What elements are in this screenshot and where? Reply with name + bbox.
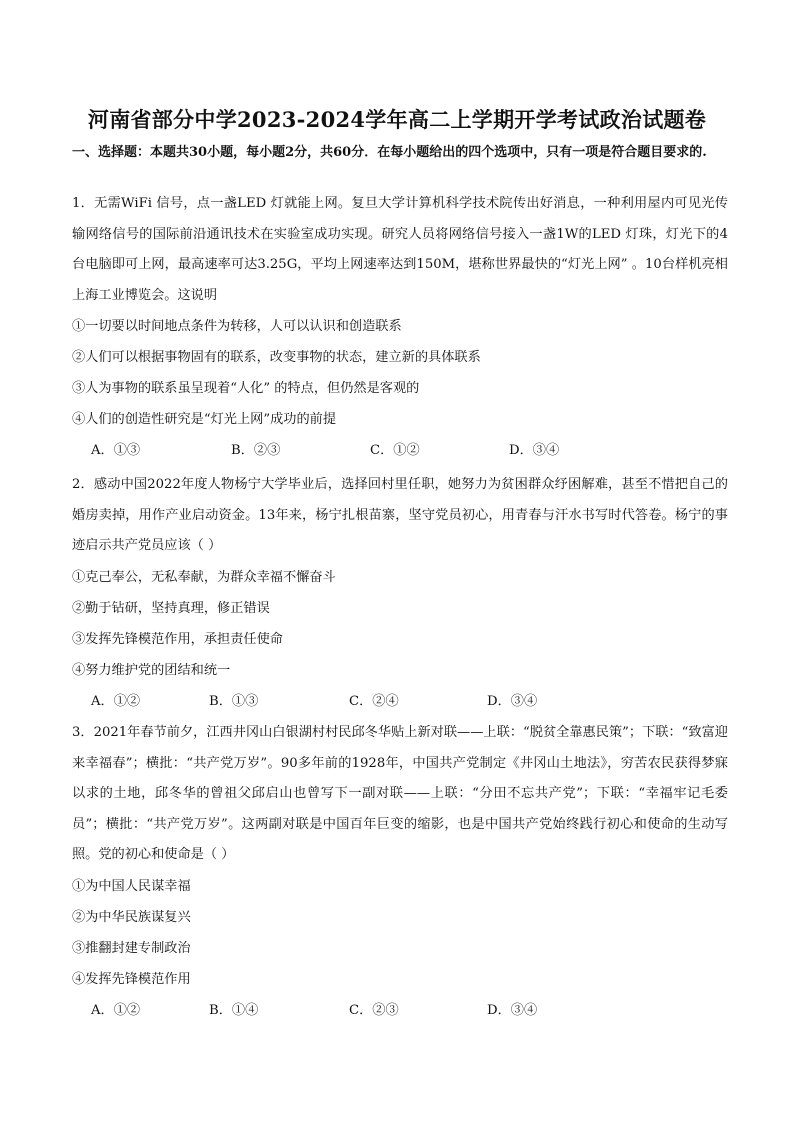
question-3 — [72, 718, 728, 1026]
choice-c: C．②④ — [349, 693, 399, 709]
statement-option: ②人们可以根据事物固有的联系，改变事物的状态，建立新的具体联系 — [72, 350, 481, 365]
answer-choices — [72, 995, 728, 1026]
answer-choices — [72, 686, 728, 717]
statement-option: ②勤于钻研，坚持真理，修正错误 — [72, 600, 270, 616]
choice-c: C．①② — [370, 443, 420, 458]
choice-d: D．③④ — [509, 443, 560, 458]
choice-b: B．②③ — [231, 443, 281, 458]
page-title: 河南省部分中学2023-2024学年高二上学期开学考试政治试题卷 — [87, 107, 707, 132]
section-heading: 一、选择题：本题共30小题，每小题2分，共60分．在每小题给出的四个选项中，只有一项是符合题目要求的. — [72, 145, 707, 160]
choice-a: A．①② — [91, 1002, 141, 1018]
statement-option: ①一切要以时间地点条件为转移，人可以认识和创造联系 — [72, 319, 402, 334]
choice-b: B．①③ — [209, 693, 259, 709]
answer-choices — [72, 435, 728, 466]
statement-option: ④发挥先锋模范作用 — [72, 971, 191, 987]
question-1 — [72, 189, 728, 466]
statement-option: ④努力维护党的团结和统一 — [72, 662, 231, 678]
choice-a: A．①③ — [91, 443, 141, 458]
statement-option: ①克己奉公，无私奉献，为群众幸福不懈奋斗 — [72, 569, 336, 585]
statement-option: ③人为事物的联系虽呈现着“人化” 的特点，但仍然是客观的 — [72, 381, 420, 396]
question-stem: 3．2021年春节前夕，江西井冈山白银湖村村民邱冬华贴上新对联——上联：“脱贫全靠惠民策”；下联：“致富迎来幸福春”；横批：“共产党万岁”。90多年前的1928年，中国共产党制定《井冈山土地法》，穷苦农民获得梦寐以求的土地，邱冬华的曾祖父邱启山也曾写下一副对联——上联：“分田不忘共产党”；下联：“幸福牢记毛委员”；横批：“共产党万岁”。这两副对联是中国百年巨变的缩影，也是中国共产党始终践行初心和使命的生动写照。党的初心和使命是（ ） — [72, 725, 728, 862]
statement-option: ③发挥先锋模范作用，承担责任使命 — [72, 631, 283, 647]
question-stem: 1．无需WiFi 信号，点一盏LED 灯就能上网。复旦大学计算机科学技术院传出好消息，一种利用屋内可见光传输网络信号的国际前沿通讯技术在实验室成功实现。研究人员将网络信号接入一盏1W的LED 灯珠，灯光下的4台电脑即可上网，最高速率可达3.25G，平均上网速率达到150M，堪称世界最快的“灯光上网” 。10台样机亮相上海工业博览会。这说明 — [72, 196, 728, 303]
statement-option: ①为中国人民谋幸福 — [72, 878, 191, 894]
choice-c: C．②③ — [349, 1002, 399, 1018]
choice-d: D．③④ — [487, 693, 538, 709]
choice-d: D．③④ — [487, 1002, 538, 1018]
question-stem: 2．感动中国2022年度人物杨宁大学毕业后，选择回村里任职，她努力为贫困群众纾困解难，甚至不惜把自己的婚房卖掉，用作产业启动资金。13年来，杨宁扎根苗寨，坚守党员初心，用青春与汗水书写时代答卷。杨宁的事迹启示共产党员应该（ ） — [72, 477, 728, 553]
statement-option: ③推翻封建专制政治 — [72, 940, 191, 956]
question-2 — [72, 470, 728, 717]
choice-a: A．①② — [91, 693, 141, 709]
statement-option: ②为中华民族谋复兴 — [72, 909, 191, 925]
statement-option: ④人们的创造性研究是“灯光上网”成功的前提 — [72, 412, 337, 427]
choice-b: B．①④ — [209, 1002, 259, 1018]
